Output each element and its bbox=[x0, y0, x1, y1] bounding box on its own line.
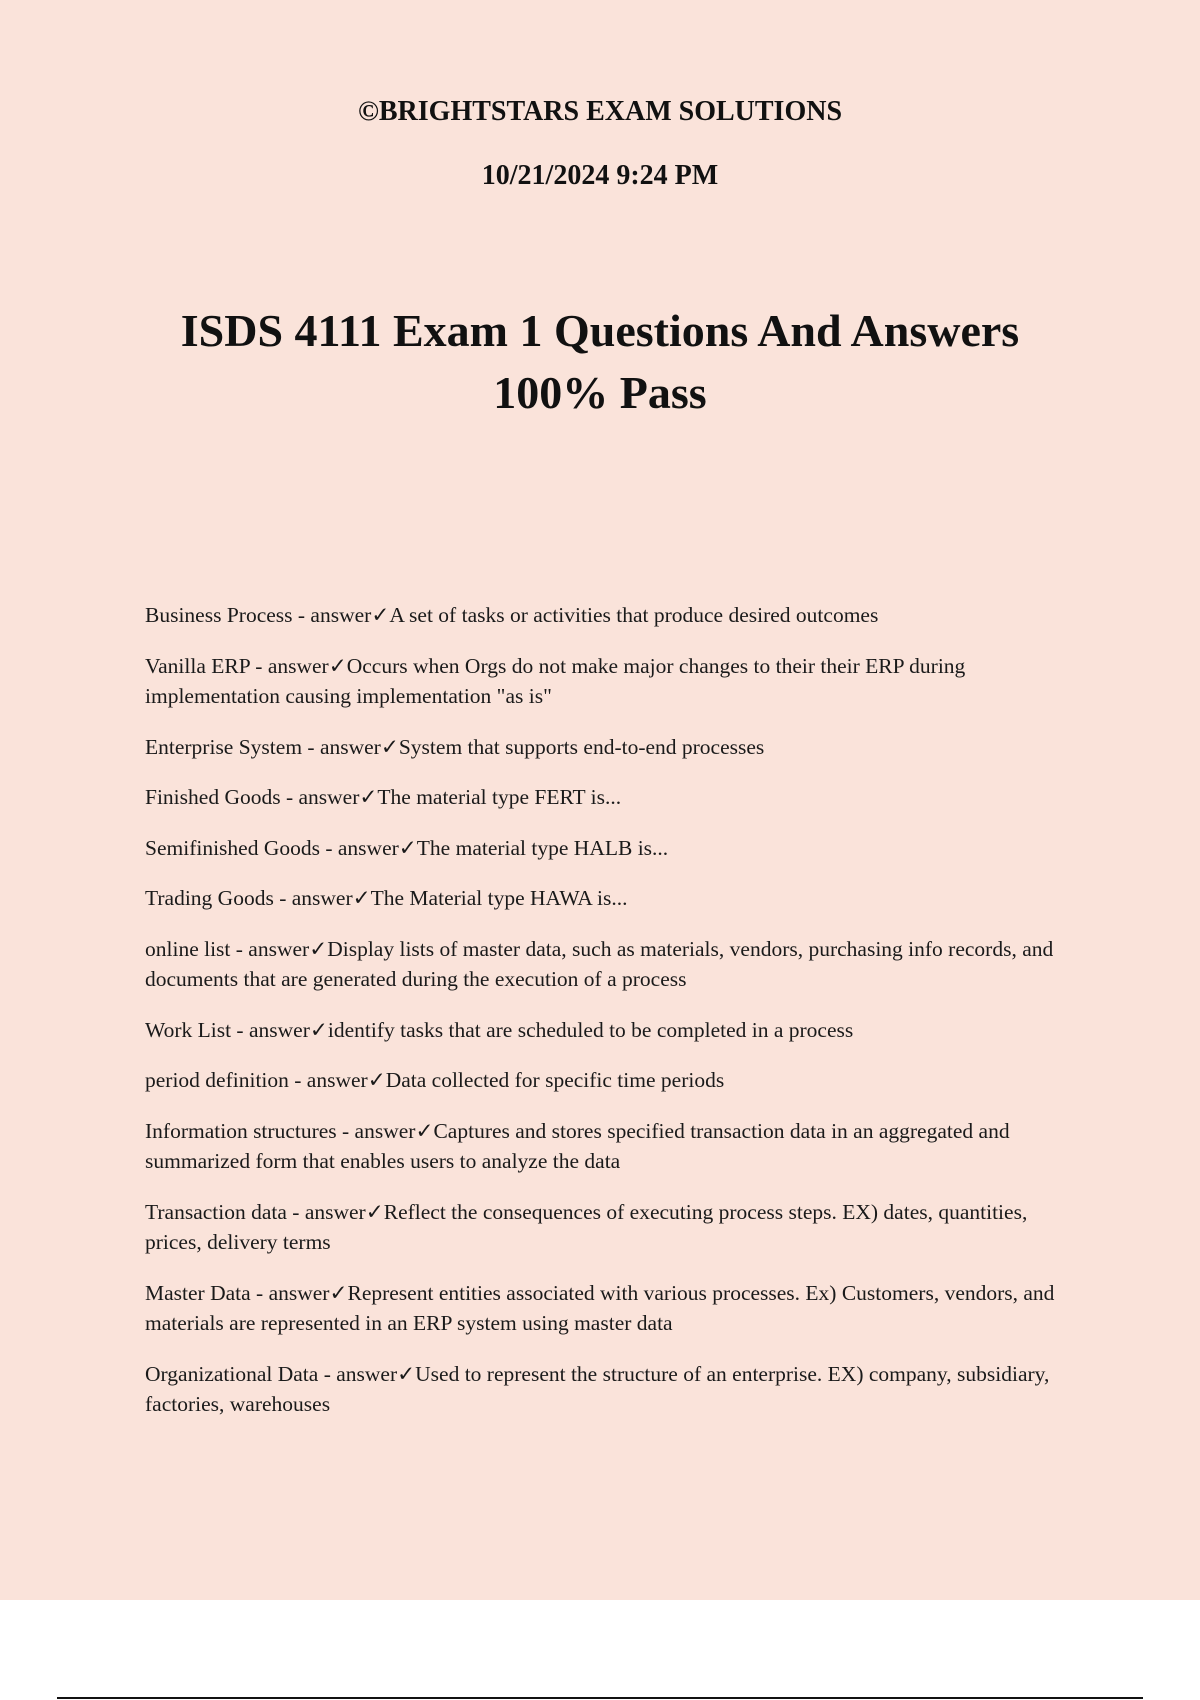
date-time-stamp: 10/21/2024 9:24 PM bbox=[481, 160, 719, 191]
brand-header: ©BRIGHTSTARS EXAM SOLUTIONS bbox=[357, 96, 843, 127]
document-title bbox=[100, 300, 1100, 424]
qa-item: period definition - answer✓Data collected for specific time periods bbox=[145, 1068, 725, 1092]
qa-list bbox=[145, 600, 1085, 1440]
page-separator-rule bbox=[57, 1697, 1143, 1699]
qa-item: Trading Goods - answer✓The Material type HAWA is... bbox=[145, 886, 628, 910]
qa-item: Vanilla ERP - answer✓Occurs when Orgs do not make major changes to their their ERP during implementation causing implementation "as is" bbox=[145, 653, 966, 708]
qa-item: Business Process - answer✓A set of tasks or activities that produce desired outcomes bbox=[145, 603, 879, 627]
qa-item: Organizational Data - answer✓Used to represent the structure of an enterprise. EX) company, subsidiary, factories, warehouses bbox=[145, 1361, 1050, 1416]
qa-item: Master Data - answer✓Represent entities associated with various processes. Ex) Customers, vendors, and materials are represented in an ERP system using master data bbox=[145, 1280, 1055, 1335]
qa-item: Work List - answer✓identify tasks that are scheduled to be completed in a process bbox=[145, 1017, 854, 1042]
qa-item: online list - answer✓Display lists of master data, such as materials, vendors, purchasing info records, and documents that are generated during the execution of a process bbox=[145, 936, 1054, 991]
title-line-2: 100% Pass bbox=[493, 367, 707, 418]
title-line-1: ISDS 4111 Exam 1 Questions And Answers bbox=[180, 305, 1020, 356]
qa-item: Semifinished Goods - answer✓The material type HALB is... bbox=[145, 835, 669, 860]
qa-item: Information structures - answer✓Captures and stores specified transaction data in an aggregated and summarized form that enables users to analyze the data bbox=[145, 1118, 1010, 1173]
qa-item: Enterprise System - answer✓System that supports end-to-end processes bbox=[145, 734, 765, 759]
qa-item: Transaction data - answer✓Reflect the consequences of executing process steps. EX) dates, quantities, prices, delivery terms bbox=[145, 1199, 1028, 1254]
qa-item: Finished Goods - answer✓The material type FERT is... bbox=[145, 785, 622, 809]
